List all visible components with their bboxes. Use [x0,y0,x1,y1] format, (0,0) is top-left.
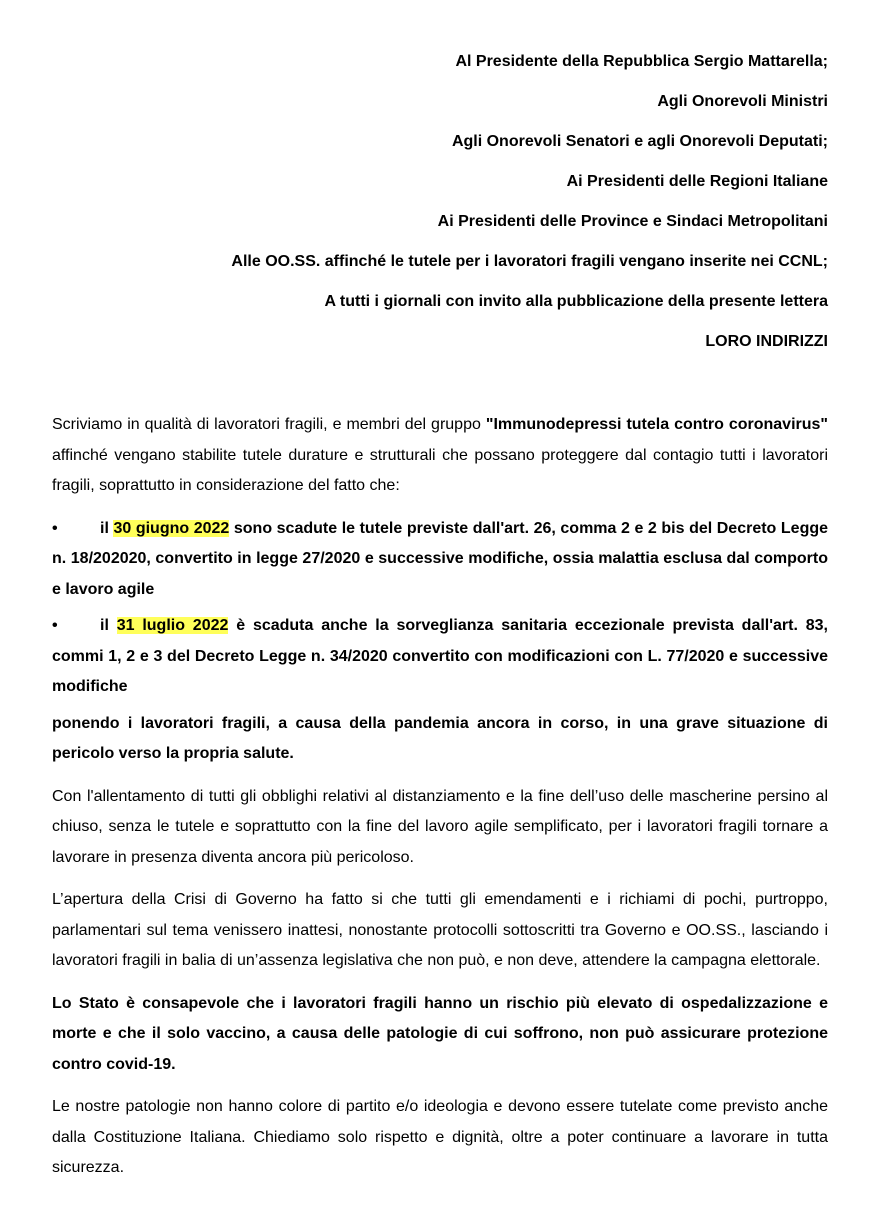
addressee-line: Agli Onorevoli Ministri [657,93,828,110]
addressee-line: Al Presidente della Repubblica Sergio Mattarella; [455,53,828,70]
body-paragraph: Le nostre patologie non hanno colore di partito e/o ideologia e devono essere tutelate come previsto anche dalla Costituzione Italiana. Chiediamo solo rispetto e dignità, oltre a poter continuare a lavorare in tutta sicurezza. [52,1098,828,1176]
bullet-prefix: il [100,617,117,634]
bullet-icon: • [52,519,58,537]
highlighted-date: 30 giugno 2022 [113,519,230,537]
addressee-line: Ai Presidenti delle Regioni Italiane [566,173,828,190]
addressee-line: Ai Presidenti delle Province e Sindaci Metropolitani [437,213,828,230]
intro-text-continued: affinché vengano stabilite tutele durature e strutturali che possano proteggere dal contagio tutti i lavoratori fragili, soprattutto in considerazione del fatto che: [52,446,828,494]
bullet-icon: • [52,617,58,634]
bullet-item [52,514,828,606]
bullet-item [52,611,828,703]
addressee-line: LORO INDIRIZZI [705,333,828,350]
bullet-text: sono scadute le tutele previste dall'art. 26, comma 2 e 2 bis del Decreto Legge n. 18/202020, convertito in legge 27/2020 e successive modifiche, ossia malattia esclusa dal comporto e lavoro agile [52,519,829,598]
addressee-block [48,48,828,368]
letter-body [52,410,828,1196]
intro-text: Scriviamo in qualità di lavoratori fragili, e membri del gruppo [52,416,486,433]
body-paragraph: ponendo i lavoratori fragili, a causa della pandemia ancora in corso, in una grave situazione di pericolo verso la propria salute. [52,714,828,762]
body-paragraph: L’apertura della Crisi di Governo ha fatto si che tutti gli emendamenti e i richiami di pochi, purtroppo, parlamentari sul tema venissero inattesi, nonostante protocolli sottoscritti tra Governo e OO.SS., lasciando i lavoratori fragili in balia di un’assenza legislativa che non può, e non deve, attendere la campagna elettorale. [52,891,828,969]
group-name: "Immunodepressi tutela contro coronavirus" [485,416,828,433]
addressee-line: Agli Onorevoli Senatori e agli Onorevoli Deputati; [451,133,828,150]
highlighted-date: 31 luglio 2022 [116,617,229,634]
intro-paragraph [52,410,828,502]
bullet-text: è scaduta anche la sorveglianza sanitaria eccezionale prevista dall'art. 83, commi 1, 2 e 3 del Decreto Legge n. 34/2020 convertito con modificazioni con L. 77/2020 e successive modifiche [52,617,828,695]
bullet-prefix: il [100,519,114,537]
addressee-line: A tutti i giornali con invito alla pubblicazione della presente lettera [324,293,828,310]
addressee-line: Alle OO.SS. affinché le tutele per i lavoratori fragili vengano inserite nei CCNL; [231,253,828,270]
body-paragraph: Con l'allentamento di tutti gli obblighi relativi al distanziamento e la fine dell’uso delle mascherine persino al chiuso, senza le tutele e soprattutto con la fine del lavoro agile semplificato, per i lavoratori fragili tornare a lavorare in presenza diventa ancora più pericoloso. [52,787,828,866]
body-paragraph: Lo Stato è consapevole che i lavoratori fragili hanno un rischio più elevato di ospedalizzazione e morte e che il solo vaccino, a causa delle patologie di cui soffrono, non può assicurare protezione contro covid-19. [52,994,828,1073]
